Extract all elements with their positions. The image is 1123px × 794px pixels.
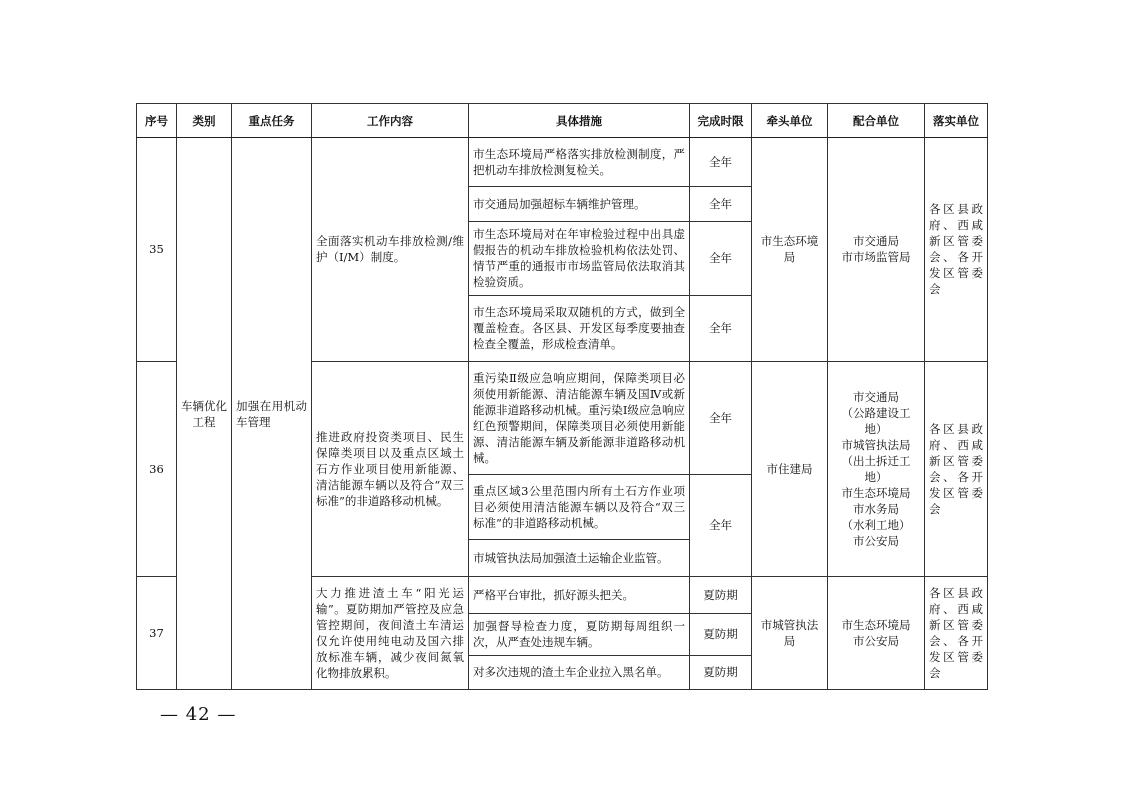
deadline-cell: 全年 xyxy=(690,138,752,187)
header-category: 类别 xyxy=(177,104,232,138)
header-lead: 牵头单位 xyxy=(752,104,828,138)
deadline-cell: 夏防期 xyxy=(690,576,752,613)
measure-cell: 对多次违规的渣土车企业拉入黑名单。 xyxy=(469,655,690,689)
lead-unit-cell: 市住建局 xyxy=(752,361,828,576)
row-number: 37 xyxy=(137,576,177,689)
deadline-cell: 夏防期 xyxy=(690,655,752,689)
deadline-cell: 全年 xyxy=(690,187,752,222)
deadline-cell: 全年 xyxy=(690,295,752,361)
work-content-cell: 推进政府投资类项目、民生保障类项目以及重点区域土石方作业项目使用新能源、清洁能源车辆以及符合“双三标准”的非道路移动机械。 xyxy=(312,361,469,576)
page-number: — 42 — xyxy=(160,704,237,725)
header-row xyxy=(137,104,988,138)
measure-cell: 重污染Ⅱ级应急响应期间，保障类项目必须使用新能源、清洁能源车辆及国Ⅳ或新能源非道路移动机械。重污染Ⅰ级应急响应红色预警期间，保障类项目必须使用新能源、清洁能源车辆及新能源非道路移动机械。 xyxy=(469,361,690,474)
header-measures: 具体措施 xyxy=(469,104,690,138)
work-content-cell: 大力推进渣土车“阳光运输”。夏防期加严管控及应急管控期间，夜间渣土车清运仅允许使用纯电动及国六排放标准车辆，减少夜间氮氧化物排放累积。 xyxy=(312,576,469,689)
deadline-cell: 全年 xyxy=(690,475,752,576)
header-deadline: 完成时限 xyxy=(690,104,752,138)
header-key-task: 重点任务 xyxy=(232,104,312,138)
work-content-cell: 全面落实机动车排放检测/维护（I/M）制度。 xyxy=(312,138,469,362)
measure-cell: 严格平台审批，抓好源头把关。 xyxy=(469,576,690,613)
lead-unit-cell: 市城管执法局 xyxy=(752,576,828,689)
deadline-cell: 全年 xyxy=(690,361,752,474)
row-number: 35 xyxy=(137,138,177,362)
row-number: 36 xyxy=(137,361,177,576)
cooperate-unit-cell: 市交通局 （公路建设工地） 市城管执法局 （出土拆迁工地） 市生态环境局 市水务局 （水利工地） 市公安局 xyxy=(828,361,925,576)
measure-cell: 市生态环境局严格落实排放检测制度，严把机动车排放检测复检关。 xyxy=(469,138,690,187)
measure-cell: 市城管执法局加强渣土运输企业监管。 xyxy=(469,540,690,576)
task-table xyxy=(136,103,988,690)
header-implement: 落实单位 xyxy=(925,104,988,138)
lead-unit-cell: 市生态环境局 xyxy=(752,138,828,362)
measure-cell: 市生态环境局对在年审检验过程中出具虚假报告的机动车排放检验机构依法处罚、情节严重的通报市市场监管局依法取消其检验资质。 xyxy=(469,222,690,295)
implement-unit-cell: 各区县政府、西咸新区管委会、各开发区管委会 xyxy=(925,138,988,362)
measure-cell: 重点区域3公里范围内所有土石方作业项目必须使用清洁能源车辆以及符合“双三标准”的非道路移动机械。 xyxy=(469,475,690,540)
measure-cell: 市交通局加强超标车辆维护管理。 xyxy=(469,187,690,222)
cooperate-unit-cell: 市生态环境局 市公安局 xyxy=(828,576,925,689)
implement-unit-cell: 各区县政府、西咸新区管委会、各开发区管委会 xyxy=(925,576,988,689)
key-task-cell: 加强在用机动车管理 xyxy=(232,138,312,690)
measure-cell: 加强督导检查力度，夏防期每周组织一次，从严查处违规车辆。 xyxy=(469,613,690,655)
header-no: 序号 xyxy=(137,104,177,138)
header-content: 工作内容 xyxy=(312,104,469,138)
table-row xyxy=(137,138,988,187)
category-cell: 车辆优化工程 xyxy=(177,138,232,690)
measure-cell: 市生态环境局采取双随机的方式，做到全覆盖检查。各区县、开发区每季度要抽查检查全覆盖，形成检查清单。 xyxy=(469,295,690,361)
header-cooperate: 配合单位 xyxy=(828,104,925,138)
implement-unit-cell: 各区县政府、西咸新区管委会、各开发区管委会 xyxy=(925,361,988,576)
deadline-cell: 全年 xyxy=(690,222,752,295)
cooperate-unit-cell: 市交通局 市市场监管局 xyxy=(828,138,925,362)
deadline-cell: 夏防期 xyxy=(690,613,752,655)
